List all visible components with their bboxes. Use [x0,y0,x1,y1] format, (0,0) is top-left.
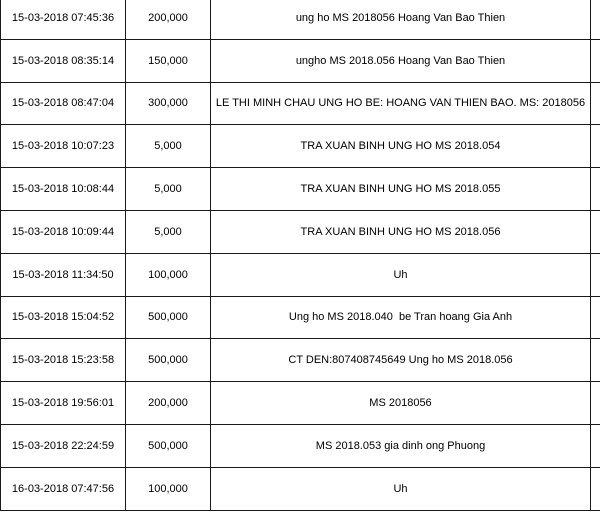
transaction-time-cell: 15-03-2018 15:23:58 [1,339,126,382]
table-row [1,382,600,425]
empty-cell [591,424,600,467]
amount-cell: 500,000 [126,296,211,339]
table-row [1,82,600,125]
empty-cell [591,253,600,296]
amount-cell: 200,000 [126,382,211,425]
amount-cell: 200,000 [126,0,211,39]
amount-cell: 300,000 [126,82,211,125]
table-row [1,210,600,253]
table-row [1,296,600,339]
empty-cell [591,382,600,425]
transaction-time-cell: 15-03-2018 10:08:44 [1,168,126,211]
empty-cell [591,0,600,39]
description-cell: Uh [211,467,591,510]
amount-cell: 100,000 [126,467,211,510]
empty-cell [591,339,600,382]
transaction-time-cell: 15-03-2018 08:47:04 [1,82,126,125]
description-cell: CT DEN:807408745649 Ung ho MS 2018.056 [211,339,591,382]
amount-cell: 5,000 [126,168,211,211]
empty-cell [591,82,600,125]
transaction-time-cell: 16-03-2018 07:47:56 [1,467,126,510]
empty-cell [591,296,600,339]
empty-cell [591,125,600,168]
description-cell: Uh [211,253,591,296]
transaction-time-cell: 15-03-2018 10:07:23 [1,125,126,168]
description-cell: LE THI MINH CHAU UNG HO BE: HOANG VAN THIEN BAO. MS: 2018056 [211,82,591,125]
amount-cell: 5,000 [126,210,211,253]
amount-cell: 500,000 [126,424,211,467]
amount-cell: 500,000 [126,339,211,382]
table-row [1,339,600,382]
transaction-time-cell: 15-03-2018 10:09:44 [1,210,126,253]
table-row [1,0,600,39]
description-cell: TRA XUAN BINH UNG HO MS 2018.056 [211,210,591,253]
description-cell: ungho MS 2018.056 Hoang Van Bao Thien [211,39,591,82]
amount-cell: 5,000 [126,125,211,168]
transaction-time-cell: 15-03-2018 11:34:50 [1,253,126,296]
description-cell: TRA XUAN BINH UNG HO MS 2018.054 [211,125,591,168]
transaction-time-cell: 15-03-2018 19:56:01 [1,382,126,425]
amount-cell: 100,000 [126,253,211,296]
description-cell: MS 2018056 [211,382,591,425]
table-row [1,467,600,510]
transaction-time-cell: 15-03-2018 07:45:36 [1,0,126,39]
empty-cell [591,168,600,211]
transaction-time-cell: 15-03-2018 08:35:14 [1,39,126,82]
table-row [1,39,600,82]
description-cell: Ung ho MS 2018.040 be Tran hoang Gia Anh [211,296,591,339]
empty-cell [591,467,600,510]
table-row [1,424,600,467]
description-cell: ung ho MS 2018056 Hoang Van Bao Thien [211,0,591,39]
description-cell: MS 2018.053 gia dinh ong Phuong [211,424,591,467]
table-row [1,168,600,211]
empty-cell [591,210,600,253]
description-cell: TRA XUAN BINH UNG HO MS 2018.055 [211,168,591,211]
table-row [1,125,600,168]
transaction-time-cell: 15-03-2018 22:24:59 [1,424,126,467]
empty-cell [591,39,600,82]
amount-cell: 150,000 [126,39,211,82]
transaction-time-cell: 15-03-2018 15:04:52 [1,296,126,339]
table-row [1,253,600,296]
